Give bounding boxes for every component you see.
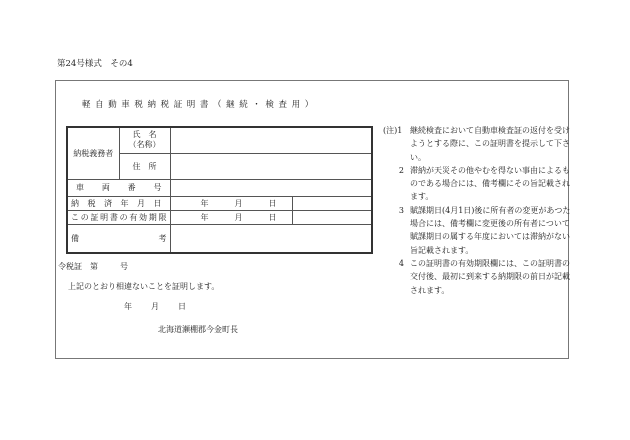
issue-date bbox=[124, 301, 186, 312]
note-item bbox=[383, 164, 573, 204]
note-number: 4 bbox=[398, 258, 404, 268]
note-text: この証明書の有効期限欄には、この証明書の交付後、最初に到来する納期限の前日が記載されます。 bbox=[410, 258, 570, 295]
plate-field[interactable] bbox=[170, 179, 372, 196]
certificate-number-prefix: 令税証 第 bbox=[58, 262, 98, 271]
name-sub-label: （名称） bbox=[128, 140, 161, 150]
paid-date-day: 日 bbox=[268, 199, 277, 209]
notes-list bbox=[383, 124, 573, 297]
validity-month: 月 bbox=[234, 213, 243, 223]
validity-label-cell bbox=[67, 211, 170, 225]
paid-date-field[interactable] bbox=[170, 197, 292, 211]
note-item bbox=[383, 124, 573, 164]
plate-label: 車両番号 bbox=[76, 183, 162, 193]
paid-date-month: 月 bbox=[234, 199, 243, 209]
issue-date-year: 年 bbox=[124, 302, 132, 311]
note-text: 継続検査において自動車検査証の返付を受けようとする際に、この証明書を提示して下さい。 bbox=[410, 126, 570, 162]
form-number: 第24号様式 その4 bbox=[57, 59, 133, 69]
issue-date-month: 月 bbox=[151, 302, 159, 311]
issuer-name: 北海道瀬棚郡今金町長 bbox=[158, 325, 238, 334]
note-text: 賦課期日(4月1日)後に所有者の変更があつた場合には、備考欄に変更後の所有者について賦課期日の属する年度においては滞納がない旨記載されます。 bbox=[410, 205, 571, 255]
paid-date-label-cell bbox=[67, 197, 170, 211]
name-label-cell bbox=[119, 127, 170, 153]
note-item bbox=[383, 257, 573, 297]
table-row bbox=[67, 127, 372, 153]
name-field[interactable] bbox=[170, 127, 372, 153]
validity-year: 年 bbox=[200, 213, 209, 223]
certificate-table bbox=[66, 126, 373, 254]
name-label: 氏 名 bbox=[132, 130, 157, 140]
table-row bbox=[67, 225, 372, 253]
certificate-title: 軽自動車税納税証明書（継続・検査用） bbox=[82, 100, 318, 110]
taxpayer-label: 納税義務者 bbox=[67, 127, 119, 179]
validity-day: 日 bbox=[268, 213, 277, 223]
note-item bbox=[383, 204, 573, 257]
remarks-field[interactable] bbox=[170, 225, 372, 253]
remarks-label: 備 考 bbox=[71, 234, 167, 244]
paid-date-extra bbox=[292, 197, 372, 211]
address-field[interactable] bbox=[170, 153, 372, 179]
plate-label-cell bbox=[67, 179, 170, 196]
table-row bbox=[67, 211, 372, 225]
note-number: 3 bbox=[398, 205, 404, 215]
issue-date-day: 日 bbox=[178, 302, 186, 311]
note-text: 滞納が天災その他やむを得ない事由によるものである場合には、備考欄にその旨記載されます。 bbox=[410, 165, 570, 202]
note-number: (注)1 bbox=[383, 126, 403, 135]
validity-label: この証明書の有効期限 bbox=[71, 213, 167, 223]
remarks-label-cell bbox=[67, 225, 170, 253]
certificate-number-suffix: 号 bbox=[120, 262, 128, 271]
paid-date-label: 納税済年月日 bbox=[71, 199, 162, 209]
certificate-number bbox=[58, 261, 128, 272]
table-row bbox=[67, 197, 372, 211]
certification-statement: 上記のとおり相違ないことを証明します。 bbox=[68, 282, 220, 291]
address-label: 住 所 bbox=[119, 153, 170, 179]
validity-field[interactable] bbox=[170, 211, 292, 225]
note-number: 2 bbox=[398, 165, 404, 175]
table-row bbox=[67, 179, 372, 196]
validity-extra bbox=[292, 211, 372, 225]
paid-date-year: 年 bbox=[200, 199, 209, 209]
